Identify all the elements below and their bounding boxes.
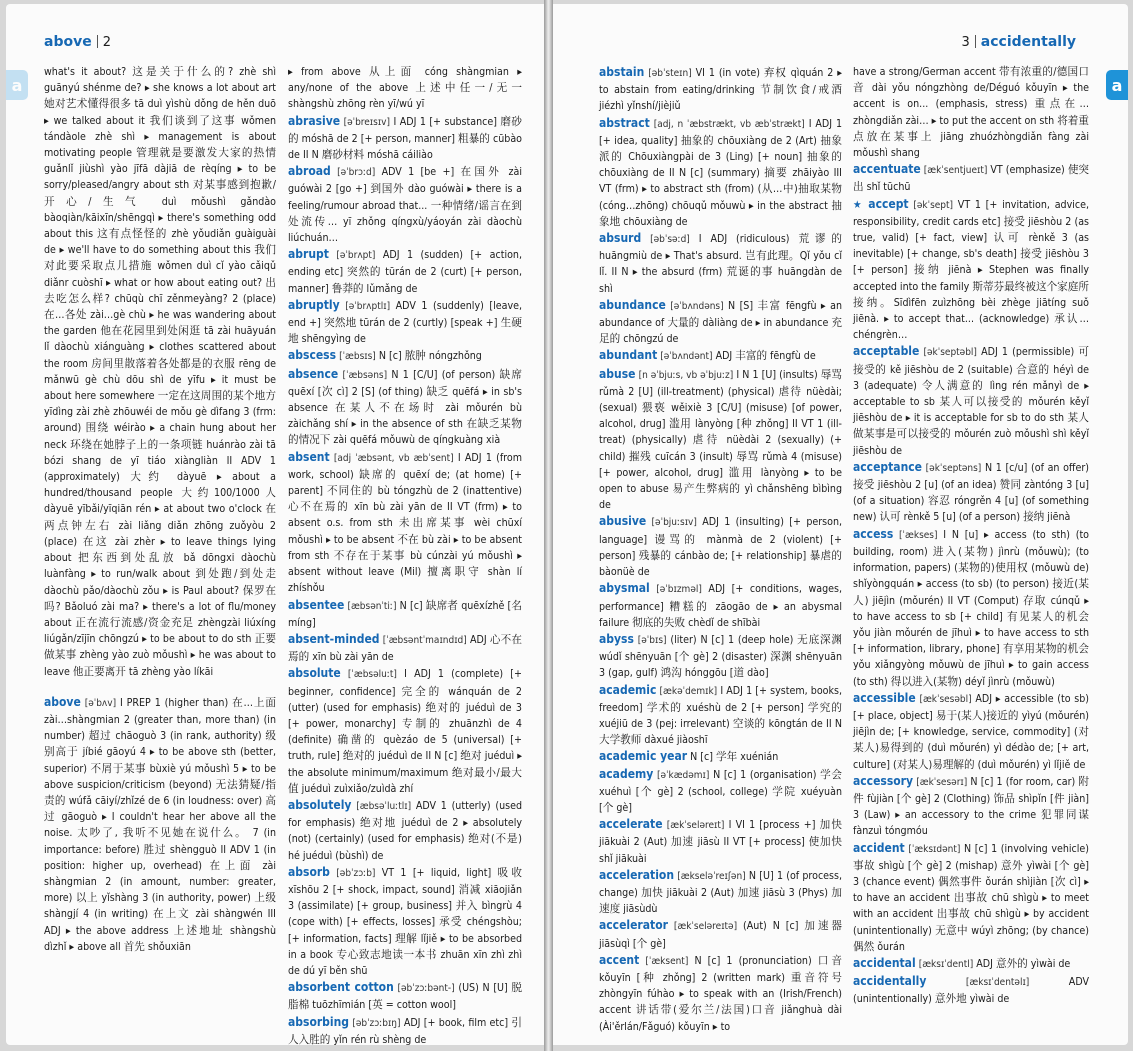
definition-text: VT 1 [+ liquid, light] 吸收 xīshōu 2 [+ shock, impact, sound] 消减 xiāojiǎn 3 (assimilate) [+ group, business] 并入 bìngrù 4 (cope with) [+ effects, losses] 承受 chéngshòu; [+ information, facts] 理解 lǐjiě ▸ to be absorbed in a book 专心致志地读一本书 zhuān xīn zhì zhì de dú yī běn shū [288, 866, 523, 977]
pronunciation: [əkˈseptəbl] [923, 347, 977, 359]
definition-text: N [c] 学年 xuénián [690, 751, 779, 764]
headword: abyss [599, 631, 634, 646]
entry-absentee [288, 597, 522, 631]
headword: academic [599, 682, 657, 697]
headword: abroad [288, 164, 331, 179]
definition-text: VT 1 [+ invitation, advice, responsibility, credit cards etc] 接受 jiēshòu 2 (as true, valid) [+ fact, view] 认可 rènkě 3 (as inevitable) [+ change, sb's death] 接受 jiēshòu 3 [+ person] 接纳 jiēnà ▸ Stephen was finally accepted into the family 斯蒂芬最终被这个家庭所接纳。Sīdìfēn zuìzhōng bèi zhège jiātíng suǒ jiēnà. ▸ to accept that... (acknowledge) 承认… chéngrèn… [853, 198, 1090, 342]
definition-text: N [c] 1 (for room, car) 附件 fùjiàn [个 gè] 2 (Clothing) 饰品 shìpǐn [件 jiàn] 3 (Law) ▸ an accessory to the crime 犯罪同谋 fànzuì tóngmóu [853, 775, 1090, 838]
pronunciation: [əˈbʌndəns] [670, 300, 724, 312]
pronunciation: [ækseləˈreɪʃən] [677, 870, 746, 882]
headword: absent [288, 449, 330, 464]
definition-text: ADV 1 (suddenly) [leave, end +] 突然地 tūrán de 2 (curtly) [speak +] 生硬地 shēngyìng de [288, 299, 522, 346]
pronunciation: [əˈbjuːsɪv] [651, 517, 697, 529]
entry-abrasive [288, 113, 522, 164]
right-page-column-2 [853, 64, 1089, 1031]
pronunciation: [æksɪˈdentl] [918, 958, 974, 970]
left-thumb-index-tab: a [6, 70, 28, 100]
entry-absurd [599, 230, 842, 297]
headword: abuse [599, 366, 636, 381]
pronunciation: [əbˈsteɪn] [648, 68, 692, 79]
pronunciation: [əˈbɪs] [637, 634, 667, 646]
right-page [553, 4, 1128, 1045]
definition-text: I ADJ 1 [+ system, books, freedom] 学术的 xuéshù de 2 [+ person] 学究的 xuéjiū de 3 (pej: irrelevant) 空谈的 kōngtán de II N 大学教师 dàxué jiàoshī [599, 684, 843, 747]
left-header-word: above [44, 34, 92, 50]
entry-accessory [853, 773, 1089, 840]
headword: abrupt [288, 247, 329, 262]
entry-academy [599, 766, 842, 817]
entry-acceptance [853, 459, 1089, 526]
pronunciation: [əˈbrʌptlɪ] [345, 300, 391, 312]
definition-text: I ADJ 1 (complete) [+ beginner, confidence] 完全的 wánquán de 2 (utter) (used for emphasis) 绝对的 juéduì de 3 [+ power, monarchy] 专制的 zhuānzhì de 4 (definite) 确凿的 quèzáo de 5 (universal) [+ truth, rule] 绝对的 juéduì de II N [c] 绝对 juéduì ▸ the absolute minimum/maximum 绝对最小/最大值 juéduì zuìxiǎo/zuìdà zhí [288, 668, 522, 795]
definition-text: ADJ [+ conditions, wages, performance] 糟糕的 zāogāo de ▸ an abysmal failure 彻底的失败 chèdǐ de shībài [599, 583, 843, 629]
definition-text: VT (emphasize) 使突出 shǐ tūchū [853, 164, 1090, 194]
headword: acceleration [599, 867, 674, 882]
entry-absorb [288, 864, 522, 979]
definition-text: ADJ [+ book, film etc] 引人入胜的 yǐn rén rù shèng de [288, 1016, 522, 1046]
entry-accidental [853, 955, 1089, 973]
header-separator [97, 35, 98, 48]
definition-text: what's it about? 这是关于什么的? zhè shì guānyú shénme de? ▸ she knows a lot about art 她对艺术懂得很多 tā duì yìshù dǒng de hěn duō ▸ we talked about it 我们谈到了这事 wǒmen tándàole zhè shì ▸ management is about motivating people 管理就是要激发大家的热情 guǎnlǐ jiùshì yào jīfā dàjiā de rèqíng ▸ to be sorry/pleased/angry about sth 对某事感到抱歉/开心/生气 duì mǒushì gǎndào bàoqiàn/kāixīn/shēngqì ▸ there's something odd about this 这有点怪怪的 zhè yǒudiǎn guàiguài de ▸ we'll have to do something about this 我们对此要采取点儿措施 wǒmen duì cǐ yào cǎiqǔ diǎnr cuòshī ▸ what or how about eating out? 出去吃怎么样? chūqù chī zěnmeyàng? 2 (place) 在…各处 zài…gè chù ▸ he was wandering about the garden 他在花园里到处闲逛 tā zài huāyuán lǐ dàochù xiánguàng ▸ clothes scattered about the room 房间里散落着各处都是的衣服 rēng de mǎnwū gè chù dōu shì de yīfu ▸ it must be about here somewhere 一定在这周围的某个地方 yīdìng zài zhè zhōuwéi de mǒu gè dìfang 3 (frm: around) 围绕 wéirào ▸ a chain hung about her neck 环绕在她脖子上的一条项链 huánrào zài tā bózi shang de yī tiáo xiàngliàn II ADV 1 (approximately) 大约 dàyuē ▸ about a hundred/thousand people 大约100/1000人 dàyuē yībǎi/yīqiān rén ▸ at about two o'clock 在两点钟左右 zài liǎng diǎn zhōng zuǒyòu 2 (place) 在这 zài zhèr ▸ to leave things lying about 把东西到处乱放 bǎ dōngxi dàochù luànfàng ▸ to run/walk about 到处跑/到处走 dàochù pǎo/dàochù zǒu ▸ is Paul about? 保罗在吗? Bǎoluó zài ma? ▸ there's a lot of flu/money about 正在流行流感/资金充足 zhèngzài liúxíng liúgǎn/zījīn chōngzú ▸ to be about to do sth 正要做某事 zhèng yào zuò mǒushì ▸ he was about to leave 他正要离开 tā zhèng yào líkāi [44, 66, 276, 678]
definition-text: ADJ 心不在焉的 xīn bù zài yān de [288, 633, 522, 664]
entry-acceleration [599, 867, 842, 918]
entry-abstract [599, 115, 842, 230]
right-header-word: accidentally [980, 34, 1076, 50]
pronunciation: [əbˈzɔːb] [336, 867, 376, 879]
entry-continuation [44, 64, 276, 680]
headword: academic year [599, 749, 688, 764]
entry-abrupt [288, 246, 522, 297]
definition-text: I ADJ (ridiculous) 荒谬的 huāngmiù de ▸ That's absurd. 岂有此理。Qǐ yǒu cǐ lǐ. II N ▸ the absurd (frm) 荒诞的事 huāngdàn de shì [599, 233, 842, 295]
definition-text: N [c] 1 (pronunciation) 口音 kǒuyīn [种 zhǒng] 2 (written mark) 重音符号 zhòngyīn fúhào ▸ to speak with an (Irish/French) accent 讲话带(爱尔兰/法国)口音 jiǎnghuà dài (Ài'ěrlán/Fǎguó) kǒuyīn ▸ to [599, 954, 843, 1033]
definition-text: I N 1 [U] (insults) 辱骂 rǔmà 2 [U] (ill-treatment) (physical) 虐待 nüèdài; (sexual) 猥亵 wěixiè 3 [C/U] (misuse) [of power, alcohol, drug] 滥用 lànyòng [种 zhǒng] II VT 1 (ill-treat) (physically) 虐待 nüèdài 2 (sexually) (+ child) 摧残 cuīcán 3 (insult) 辱骂 rǔmà 4 (misuse) [+ power, alcohol, drug] 滥用 lànyòng ▸ to be open to abuse 易产生弊病的 yì chǎnshēng bìbìng de [599, 368, 843, 512]
pronunciation: [ˈæksɪdənt] [908, 843, 961, 855]
entry-absent-minded [288, 631, 522, 665]
entry-absence [288, 366, 522, 449]
entry-accelerate [599, 816, 842, 867]
entry-academic-year [599, 748, 842, 765]
pronunciation: [n əˈbjuːs, vb əˈbjuːz] [638, 369, 734, 381]
pronunciation: [adj, n ˈæbstrækt, vb æbˈstrækt] [653, 118, 805, 130]
definition-text: N 1 [c/u] (of an offer) 接受 jiēshòu 2 [u] (of an idea) 赞同 zàntóng 3 [u] (of a situation) 容忍 róngrěn 4 [u] (of something new) 认可 rènkě 5 [u] (of a person) 接纳 jiēnà [853, 461, 1089, 524]
definition-text: N [c] 1 (involving vehicle) 事故 shìgù [个 gè] 2 (mishap) 意外 yìwài [个 gè] 3 (chance event) 偶然事件 ǒurán shìjiàn [次 cì] ▸ to have an accident 出事故 chū shìgù ▸ to meet with an accident 出事故 chū shìgù ▸ by accident (unintentionally) 无意中 wúyì zhōng; (by chance) 偶然 ǒurán [853, 842, 1089, 953]
pronunciation: [ˈæbsəluːt] [347, 669, 397, 681]
entry-abysmal [599, 580, 842, 631]
headword: absorbing [288, 1014, 350, 1029]
left-page-number: 2 [102, 35, 111, 50]
definition-text: ADJ 1 (permissible) 可接受的 kě jiēshòu de 2 (suitable) 合意的 héyì de 3 (adequate) 令人满意的 lìng rén mǎnyì de ▸ acceptable to sb 某人可以接受的 mǒurén kěyǐ jiēshòu de ▸ it is acceptable for sb to do sth 某人做某事是可以接受的 mǒurén zuò mǒushì shì kěyǐ jiēshòu de [853, 346, 1090, 457]
headword: absent-minded [288, 631, 380, 646]
entry-abroad [288, 163, 522, 246]
left-running-head [44, 34, 111, 50]
pronunciation: [əˈbrʌpt] [336, 250, 376, 262]
headword: accelerate [599, 817, 663, 832]
definition-text: ADJ 丰富的 fēngfù de [715, 350, 816, 363]
headword: abrasive [288, 113, 341, 128]
headword: accidental [853, 955, 916, 970]
left-page-column-1 [44, 64, 276, 1031]
book-gutter [544, 0, 553, 1051]
headword: abundant [599, 348, 658, 363]
headword: accidentally [853, 974, 927, 989]
pronunciation: [ˈækses] [899, 529, 938, 541]
definition-text: N [S] 丰富 fēngfù ▸ an abundance of 大量的 dàliàng de ▸ in abundance 充足的 chōngzú de [599, 299, 842, 346]
entry-absolute [288, 665, 522, 797]
definition-text: N 1 [C/U] (of person) 缺席 quēxí [次 cì] 2 [S] (of thing) 缺乏 quēfá ▸ in sb's absence 在某人不在场时 zài mǒurén bù zàichǎng shí ▸ in the absence of sth 在缺乏某物的情况下 zài quēfá mǒuwù de qíngkuàng xià [288, 368, 522, 447]
headword: accelerator [599, 918, 668, 933]
pronunciation: [ækˈsentjueɪt] [923, 165, 988, 177]
definition-text: ADV 1 (utterly) (used for emphasis) 绝对地 juéduì de 2 ▸ absolutely (not) (certainly) (used for emphasis) 绝对(不是) hé juéduì (bùshì) de [288, 799, 522, 862]
headword: accentuate [853, 162, 921, 177]
pronunciation: [ækˈseləreɪtə] [673, 921, 738, 933]
pronunciation: [əˈkædəmɪ] [656, 769, 710, 781]
pronunciation: [æbsənˈtiː] [347, 600, 397, 612]
definition-text: I VI 1 [process +] 加快 jiākuài 2 (Aut) 加速 jiāsù II VT [+ process] 使加快 shǐ jiākuài [599, 819, 843, 865]
headword: accident [853, 840, 905, 855]
left-page [6, 4, 544, 1045]
definition-text: (liter) N [c] 1 (deep hole) 无底深渊 wúdǐ shēnyuān [个 gè] 2 (disaster) 深渊 shēnyuān 3 (gap, gulf) 鸿沟 hónggōu [道 dào] [599, 633, 842, 680]
definition-text: ADJ 1 (sudden) [+ action, ending etc] 突然的 tūrán de 2 (curt) [+ person, manner] 鲁莽的 lǔmǎng de [288, 249, 522, 295]
headword: accessory [853, 773, 914, 788]
pronunciation: [əkˈseptəns] [925, 462, 982, 474]
entry-abscess [288, 347, 522, 365]
headword: accessible [853, 690, 916, 705]
pronunciation: [æksɪˈdentəlɪ] [965, 977, 1030, 989]
right-running-head [962, 34, 1076, 50]
entry-acceptable [853, 343, 1089, 458]
right-page-column-1 [599, 64, 842, 1031]
frequency-star-icon: ★ [853, 198, 869, 211]
definition-text: ADV (unintentionally) 意外地 yìwài de [853, 976, 1089, 1006]
entry-abuse [599, 366, 842, 514]
pronunciation: [əbˈsəːd] [650, 234, 690, 246]
headword: acceptance [853, 459, 922, 474]
pronunciation: [əkˈsept] [913, 199, 954, 211]
pronunciation: [ˈæbsəntˈmaɪndɪd] [382, 634, 467, 646]
pronunciation: [æbsəˈluːtlɪ] [356, 800, 412, 812]
definition-text: (US) N [U] 脱脂棉 tuōzhīmián [英 = cotton wool] [288, 982, 523, 1012]
entry-access [853, 526, 1089, 690]
entry-abundant [599, 347, 842, 365]
definition-text: N [c] 缺席者 quēxízhě [名 míng] [288, 599, 523, 629]
entry-accept [853, 196, 1089, 344]
headword: absence [288, 366, 339, 381]
pronunciation: [adj ˈæbsənt, vb æbˈsent] [333, 452, 454, 464]
headword: abstract [599, 115, 650, 130]
headword: acceptable [853, 344, 920, 359]
pronunciation: [ækˈsesəbl] [919, 693, 972, 705]
pronunciation: [əbˈzɔːbənt-] [397, 983, 455, 995]
entry-accessible [853, 690, 1089, 773]
entry-accidentally [853, 973, 1089, 1007]
pronunciation: [əˈbreɪsɪv] [343, 116, 391, 128]
definition-text: I PREP 1 (higher than) 在…上面 zài…shàngmian 2 (greater than, more than) (in number) 超过 chāoguò 3 (in rank, authority) 级别高于 jíbié gāoyú 4 ▸ to be above sth (better, superior) 不屑于某事 bùxiè yú mǒushì 5 ▸ to be above suspicion/criticism (beyond) 无法猜疑/指责的 wúfǎ cāiyí/zhǐzé de 6 (in loudness: over) 高过 gāoguò ▸ I couldn't hear her above all the noise. 太吵了, 我听不见她在说什么。 7 (in importance: before) 胜过 shèngguò II ADV 1 (in position: higher up, overhead) 在上面 zài shàngmian 2 (in amount, number: greater, more) 以上 yǐshàng 3 (in authority, power) 上级 shàngjí 4 (in writing) 在上文 zài shàngwén III ADJ ▸ the above address 上述地址 shàngshù dìzhǐ ▸ above all 首先 shǒuxiān [44, 696, 276, 953]
headword: absorbent cotton [288, 980, 394, 995]
definition-text: N [c] 脓肿 nóngzhǒng [378, 350, 482, 363]
right-thumb-index-tab: a [1106, 70, 1128, 100]
header-separator [975, 35, 976, 48]
definition-text: VI 1 (in vote) 弃权 qìquán 2 ▸ to abstain from eating/drinking 节制饮食/戒酒 jiézhì yǐnshí/jièjiǔ [599, 67, 842, 113]
left-page-column-2 [288, 64, 523, 1046]
headword: accent [599, 952, 640, 967]
headword: above [44, 694, 81, 709]
entry-academic [599, 682, 842, 749]
definition-text: ADJ 意外的 yìwài de [976, 957, 1071, 970]
pronunciation: [əˈbrɔːd] [337, 167, 376, 179]
definition-text: (Aut) N [c] 加速器 jiāsùqì [个 gè] [599, 920, 842, 950]
entry-accent [599, 952, 842, 1035]
headword: abusive [599, 514, 647, 529]
definition-text: N [U] 1 (of process, change) 加快 jiākuài 2 (Aut) 加速 jiāsù 3 (Phys) 加速度 jiāsùdù [599, 869, 843, 916]
entry-accident [853, 840, 1089, 955]
entry-continuation [853, 64, 1089, 161]
pronunciation: [ækˈsesərɪ] [916, 776, 968, 788]
pronunciation: [əˈbʌndənt] [660, 351, 713, 363]
headword: abruptly [288, 297, 340, 312]
pronunciation: [əˈbʌv] [84, 697, 117, 709]
pronunciation: [ˈæksent] [645, 955, 689, 967]
entry-abusive [599, 513, 842, 580]
pronunciation: [əbˈzɔːbɪŋ] [352, 1017, 401, 1029]
headword: abysmal [599, 581, 650, 596]
entry-absolutely [288, 797, 522, 864]
definition-text: ▸ from above 从上面 cóng shàngmian ▸ any/none of the above 上述中任一/无一 shàngshù zhōng rèn yī/wú yī [288, 66, 522, 111]
pronunciation: [ækˈseləreɪt] [666, 820, 725, 832]
entry-abstain [599, 64, 842, 115]
headword: access [853, 526, 894, 541]
definition-text: I N [u] ▸ access (to sth) (to building, room) 进入(某物) jìnrù (mǒuwù); (to information, papers) (某物的)使用权 (mǒuwù de) shǐyòngquán ▸ access (to sb) (to person) 接近(某人) jiējìn (mǒurén) II VT (Comput) 存取 cúnqǔ ▸ to have access to sb [+ child] 有见某人的机会 yǒu jiàn mǒurén de jīhuì ▸ to have access to sth [+ information, library, phone] 有享用某物的机会 yǒu xiǎngyòng mǒuwù de jīhuì ▸ to gain access (to sth) 得以进入(某物) déyǐ jìnrù (mǒuwù) [853, 528, 1090, 688]
entry-above [44, 694, 276, 955]
headword: abscess [288, 348, 337, 363]
entry-continuation [288, 64, 522, 113]
definition-text: have a strong/German accent 带有浓重的/德国口音 dài yǒu nóngzhòng de/Déguó kǒuyīn ▸ the accent is on... (emphasis, stress) 重点在… zhòngdiǎn zài… ▸ to put the accent on sth 将着重点放在某事上 jiāng zhuózhòngdiǎn fàng zài mǒushì shang [853, 66, 1089, 160]
headword: academy [599, 766, 654, 781]
right-page-number: 3 [961, 35, 970, 50]
entry-absent [288, 449, 522, 597]
definition-text: I ADJ 1 [+ idea, quality] 抽象的 chōuxiàng de 2 (Art) 抽象派的 Chōuxiàngpài de 3 (Ling) [+ noun] 抽象的 chōuxiàng de II N [c] (summary) 摘要 zhāiyào III VT (frm) ▸ to abstract sth (from) (从…中)抽取某物 (cóng…zhōng) chōuqǔ mǒuwù ▸ in the abstract 抽象地 chōuxiàng de [599, 117, 843, 228]
headword: accept [868, 196, 909, 211]
entry-accelerator [599, 917, 842, 951]
entry-abyss [599, 631, 842, 682]
pronunciation: [ˈæbsɪs] [339, 351, 376, 363]
pronunciation: [ækəˈdemɪk] [659, 685, 718, 697]
pronunciation: [əˈbɪzməl] [656, 584, 702, 596]
definition-text: ADV 1 [be +] 在国外 zài guówài 2 [go +] 到国外 dào guówài ▸ there is a feeling/rumour abroad that... 一种情绪/谣言在到处流传… yī zhǒng qíngxù/yáoyán zài dàochù liúchuán… [288, 166, 523, 245]
headword: absolute [288, 666, 341, 681]
entry-accentuate [853, 161, 1089, 195]
definition-text: ADJ 1 (insulting) [+ person, language] 谩骂的 mànmà de 2 (violent) [+ person] 残暴的 cánbào de; [+ relationship] 暴虐的 bàonüè de [599, 516, 843, 579]
headword: abstain [599, 65, 645, 79]
entry-absorbing [288, 1014, 522, 1048]
definition-text: N [c] 1 (organisation) 学会 xuéhuì [个 gè] 2 (school, college) 学院 xuéyuàn [个 gè] [599, 768, 842, 814]
definition-text: I ADJ 1 [+ substance] 磨砂的 móshā de 2 [+ person, manner] 粗暴的 cūbào de II N 磨砂材料 móshā cáiliào [288, 115, 523, 162]
headword: absolutely [288, 797, 352, 812]
definition-text: ADJ ▸ accessible (to sb) [+ place, object] 易于(某人)接近的 yìyú (mǒurén) jiējìn de; [+ knowledge, service, commodity] (对某人)易得到的 (duì mǒurén) yì dédào de; [+ art, culture] (对某人)易理解的 (duì mǒurén) yì lǐjiě de [853, 692, 1089, 771]
entry-abruptly [288, 297, 522, 348]
definition-text: I ADJ 1 (from work, school) 缺席的 quēxí de; (at home) [+ parent] 不同住的 bù tóngzhù de 2 (inattentive) 心不在焉的 xīn bù zài yān de II VT (frm) ▸ to absent o.s. from sth 未出席某事 wèi chūxí mǒushì ▸ to be absent 不在 bù zài ▸ to be absent from sth 不存在于某事 bù cúnzài yú mǒushì ▸ absent without leave (Mil) 擅离职守 shàn lí zhíshǒu [288, 451, 522, 595]
headword: absentee [288, 597, 345, 612]
pronunciation: [ˈæbsəns] [342, 369, 388, 381]
entry-absorbent-cotton [288, 979, 522, 1013]
headword: abundance [599, 297, 666, 312]
headword: absurd [599, 231, 642, 246]
entry-abundance [599, 297, 842, 348]
headword: absorb [288, 864, 330, 879]
